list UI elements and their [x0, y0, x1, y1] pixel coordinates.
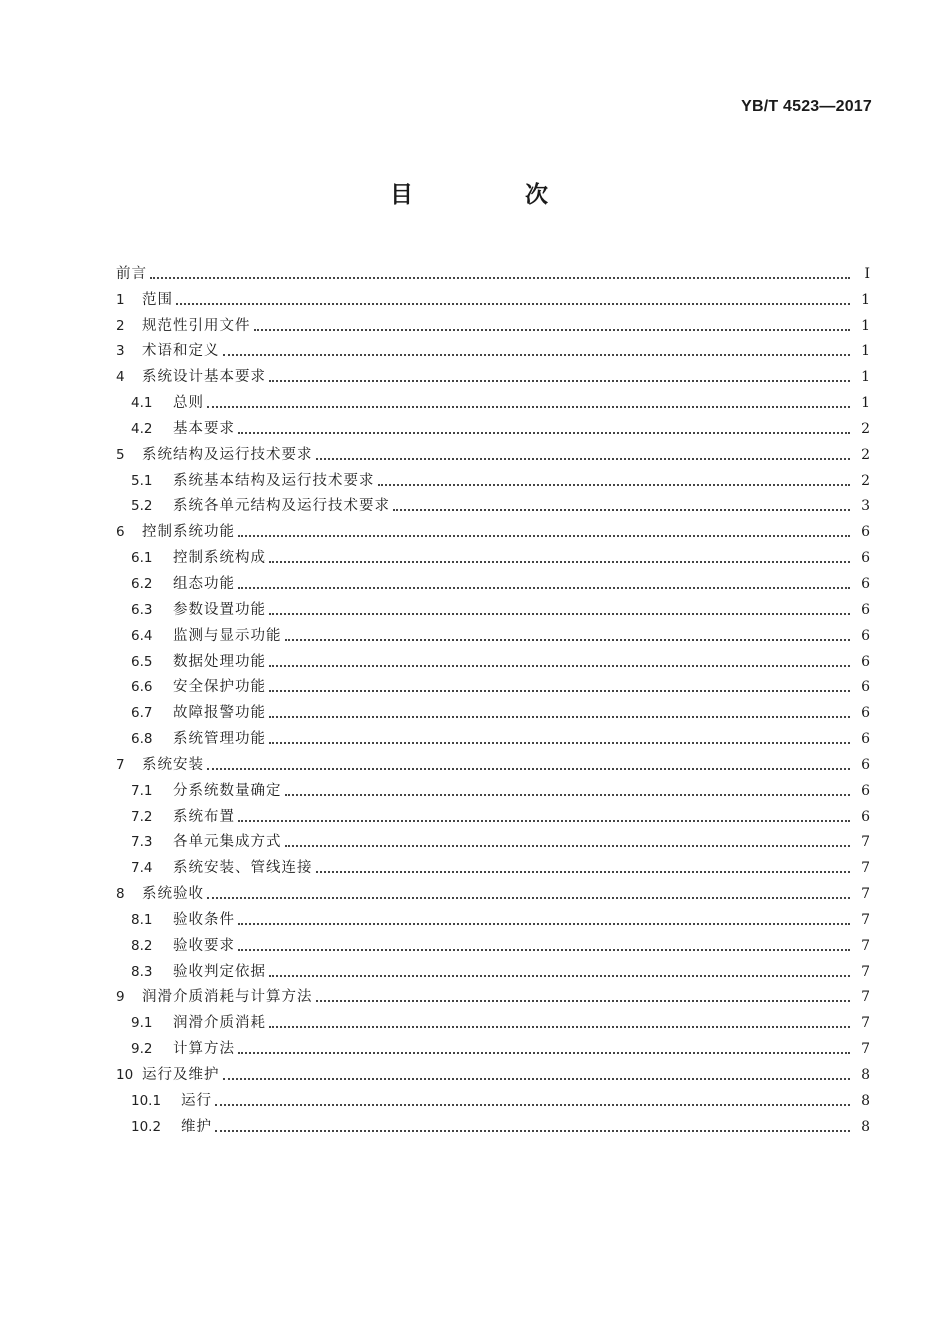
- toc-entry-title: 验收判定依据: [173, 963, 266, 980]
- toc-entry-number: 6.1: [131, 550, 153, 567]
- toc-entry-title: 系统各单元结构及运行技术要求: [173, 498, 390, 515]
- dot-leader: [316, 999, 851, 1002]
- toc-entry-number: 7.4: [131, 860, 153, 877]
- toc-entry-number: 3: [116, 343, 125, 360]
- toc-entry-page: 6: [861, 601, 870, 618]
- toc-entry-title: 参数设置功能: [173, 601, 266, 618]
- dot-leader: [223, 353, 851, 356]
- toc-entry-page: 7: [861, 1015, 870, 1032]
- toc-entry[interactable]: [116, 1110, 870, 1136]
- toc-entry[interactable]: [116, 800, 870, 826]
- page-title: 目 次: [389, 182, 600, 208]
- toc-entry-number: 8: [116, 886, 125, 903]
- toc-entry-page: 8: [861, 1118, 870, 1135]
- toc-entry-number: 9.2: [131, 1041, 153, 1058]
- toc-entry-title: 计算方法: [173, 1041, 235, 1058]
- toc-entry-number: 5: [116, 446, 125, 463]
- toc-entry-title: 验收条件: [173, 911, 235, 928]
- toc-entry[interactable]: [116, 464, 870, 490]
- toc-entry-number: 4: [116, 369, 125, 386]
- toc-entry[interactable]: [116, 955, 870, 981]
- toc-entry-number: 6.4: [131, 627, 153, 644]
- toc-entry-title: 前言: [116, 265, 147, 282]
- toc-entry[interactable]: [116, 619, 870, 645]
- toc-entry[interactable]: [116, 541, 870, 567]
- dot-leader: [316, 870, 851, 873]
- toc-entry-page: 7: [861, 886, 870, 903]
- toc-entry-title: 系统设计基本要求: [142, 369, 266, 386]
- toc-entry-number: 8.2: [131, 937, 153, 954]
- toc-entry-page: 6: [861, 627, 870, 644]
- toc-entry[interactable]: [116, 826, 870, 852]
- dot-leader: [378, 483, 851, 486]
- toc-entry-page: 3: [861, 498, 870, 515]
- toc-entry-page: 6: [861, 782, 870, 799]
- toc-entry[interactable]: [116, 722, 870, 748]
- toc-entry[interactable]: [116, 386, 870, 412]
- toc-entry-number: 8.1: [131, 911, 153, 928]
- toc-entry-number: 2: [116, 317, 125, 334]
- toc-entry-page: 2: [861, 472, 870, 489]
- toc-entry-page: 6: [861, 653, 870, 670]
- toc-entry-title: 分系统数量确定: [173, 782, 282, 799]
- toc-entry-number: 9: [116, 989, 125, 1006]
- toc-entry-number: 6.6: [131, 679, 153, 696]
- toc-entry-number: 6.8: [131, 731, 153, 748]
- toc-entry-page: 7: [861, 834, 870, 851]
- toc-entry[interactable]: [116, 645, 870, 671]
- toc-entry-page: 1: [861, 395, 870, 412]
- toc-entry-title: 系统安装: [142, 756, 204, 773]
- dot-leader: [223, 1077, 851, 1080]
- toc-entry-title: 润滑介质消耗与计算方法: [142, 989, 313, 1006]
- toc-entry-page: 7: [861, 1041, 870, 1058]
- toc-entry-title: 术语和定义: [142, 343, 220, 360]
- toc-entry-number: 7.1: [131, 782, 153, 799]
- toc-entry-page: 6: [861, 731, 870, 748]
- toc-entry[interactable]: [116, 903, 870, 929]
- toc-entry-page: 6: [861, 705, 870, 722]
- toc-entry-number: 6.3: [131, 601, 153, 618]
- toc-entry[interactable]: [116, 567, 870, 593]
- toc-entry-title: 系统验收: [142, 886, 204, 903]
- dot-leader: [269, 379, 850, 382]
- toc-entry-page: I: [864, 265, 870, 282]
- toc-entry-title: 运行及维护: [142, 1067, 220, 1083]
- toc-entry-title: 总则: [173, 395, 204, 412]
- toc-entry[interactable]: [116, 877, 870, 903]
- toc-entry[interactable]: [116, 309, 870, 335]
- toc-entry-page: 7: [861, 911, 870, 928]
- dot-leader: [215, 1129, 850, 1132]
- toc-entry-title: 数据处理功能: [173, 653, 266, 670]
- toc-entry-title: 系统管理功能: [173, 731, 266, 748]
- toc-entry-number: 10.1: [131, 1092, 162, 1109]
- toc-entry[interactable]: [116, 412, 870, 438]
- toc-entry-title: 系统布置: [173, 808, 235, 825]
- toc-entry-number: 8.3: [131, 963, 153, 980]
- toc-entry-page: 7: [861, 963, 870, 980]
- dot-leader: [269, 664, 850, 667]
- dot-leader: [207, 767, 850, 770]
- toc-entry[interactable]: [116, 1032, 870, 1058]
- toc-entry-number: 7: [116, 756, 125, 773]
- toc-entry[interactable]: [116, 490, 870, 516]
- toc-entry-number: 1: [116, 291, 125, 308]
- toc-entry[interactable]: [116, 671, 870, 697]
- dot-leader: [238, 586, 850, 589]
- dot-leader: [207, 896, 850, 899]
- toc-entry-title: 系统结构及运行技术要求: [142, 446, 313, 463]
- toc-entry[interactable]: [116, 1084, 870, 1110]
- dot-leader: [207, 405, 850, 408]
- toc-entry-title: 各单元集成方式: [173, 834, 282, 851]
- toc-entry-page: 6: [861, 575, 870, 592]
- dot-leader: [238, 948, 850, 951]
- dot-leader: [316, 457, 851, 460]
- dot-leader: [285, 844, 851, 847]
- toc-entry[interactable]: [116, 696, 870, 722]
- toc-entry-title: 验收要求: [173, 937, 235, 954]
- toc-entry-number: 5.2: [131, 498, 153, 515]
- toc-entry-page: 6: [861, 679, 870, 696]
- toc-entry-page: 8: [861, 1092, 870, 1109]
- toc-entry[interactable]: [116, 283, 870, 309]
- toc-entry-page: 8: [861, 1067, 870, 1083]
- dot-leader: [215, 1103, 850, 1106]
- dot-leader: [238, 534, 850, 537]
- toc-entry-page: 1: [861, 291, 870, 308]
- toc-entry[interactable]: [116, 335, 870, 361]
- toc-entry-page: 2: [861, 420, 870, 437]
- dot-leader: [269, 689, 850, 692]
- dot-leader: [285, 793, 851, 796]
- toc-entry-number: 9.1: [131, 1015, 153, 1032]
- toc-entry-title: 规范性引用文件: [142, 317, 251, 334]
- toc-entry-page: 7: [861, 989, 870, 1006]
- toc-entry-title: 润滑介质消耗: [173, 1015, 266, 1032]
- toc-entry-title: 安全保护功能: [173, 679, 266, 696]
- dot-leader: [238, 922, 850, 925]
- toc-entry-number: 7.2: [131, 808, 153, 825]
- dot-leader: [285, 638, 851, 641]
- standard-number: YB/T 4523—2017: [741, 98, 872, 115]
- toc-entry-title: 系统安装、管线连接: [173, 860, 313, 877]
- toc-entry-title: 范围: [142, 291, 173, 308]
- dot-leader: [269, 741, 850, 744]
- toc-entry[interactable]: [116, 1058, 870, 1084]
- dot-leader: [269, 560, 850, 563]
- dot-leader: [150, 276, 850, 279]
- toc-entry-number: 6: [116, 524, 125, 541]
- dot-leader: [238, 1051, 850, 1054]
- toc-entry-page: 2: [861, 446, 870, 463]
- toc-entry[interactable]: [116, 593, 870, 619]
- dot-leader: [269, 1025, 850, 1028]
- toc-entry[interactable]: [116, 981, 870, 1007]
- toc-entry-title: 监测与显示功能: [173, 627, 282, 644]
- toc-entry-title: 维护: [181, 1118, 212, 1135]
- toc-entry[interactable]: [116, 748, 870, 774]
- dot-leader: [269, 715, 850, 718]
- toc-entry-page: 1: [861, 343, 870, 360]
- dot-leader: [238, 431, 850, 434]
- toc-entry[interactable]: [116, 1006, 870, 1032]
- dot-leader: [238, 819, 850, 822]
- toc-entry-number: 6.2: [131, 575, 153, 592]
- toc-entry[interactable]: [116, 360, 870, 386]
- toc-entry-page: 1: [861, 369, 870, 386]
- toc-entry-number: 6.7: [131, 705, 153, 722]
- dot-leader: [393, 508, 850, 511]
- toc-entry-title: 基本要求: [173, 420, 235, 437]
- toc-entry-title: 组态功能: [173, 575, 235, 592]
- toc-entry[interactable]: [116, 929, 870, 955]
- toc-entry-number: 7.3: [131, 834, 153, 851]
- toc-entry-title: 运行: [181, 1092, 212, 1109]
- toc-entry-number: 10: [116, 1067, 134, 1083]
- dot-leader: [269, 974, 850, 977]
- toc-entry-title: 故障报警功能: [173, 705, 266, 722]
- toc-entry-page: 7: [861, 937, 870, 954]
- dot-leader: [176, 302, 850, 305]
- toc-entry[interactable]: [116, 257, 870, 283]
- toc-entry-number: 5.1: [131, 472, 153, 489]
- toc-entry[interactable]: [116, 851, 870, 877]
- toc-entry[interactable]: [116, 774, 870, 800]
- toc-entry[interactable]: [116, 515, 870, 541]
- toc-entry-page: 1: [861, 317, 870, 334]
- table-of-contents: [116, 257, 870, 1136]
- toc-entry[interactable]: [116, 438, 870, 464]
- toc-entry-title: 系统基本结构及运行技术要求: [173, 472, 375, 489]
- toc-entry-title: 控制系统功能: [142, 524, 235, 541]
- toc-entry-number: 4.1: [131, 395, 153, 412]
- dot-leader: [254, 328, 851, 331]
- toc-entry-page: 6: [861, 808, 870, 825]
- toc-entry-page: 6: [861, 550, 870, 567]
- dot-leader: [269, 612, 850, 615]
- toc-entry-page: 6: [861, 524, 870, 541]
- toc-entry-number: 4.2: [131, 420, 153, 437]
- toc-entry-number: 10.2: [131, 1118, 162, 1135]
- toc-entry-page: 6: [861, 756, 870, 773]
- toc-entry-number: 6.5: [131, 653, 153, 670]
- toc-entry-title: 控制系统构成: [173, 550, 266, 567]
- toc-entry-page: 7: [861, 860, 870, 877]
